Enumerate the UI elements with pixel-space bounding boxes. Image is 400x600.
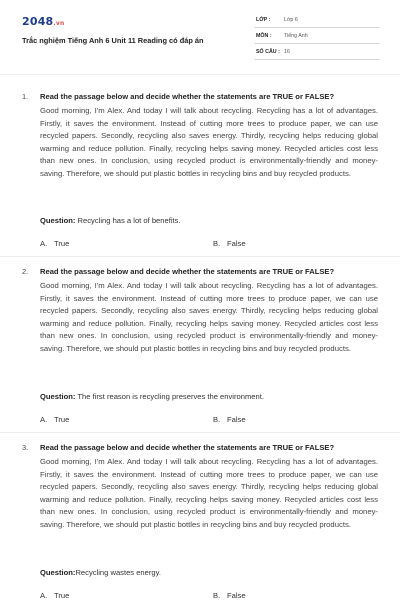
question-prompt: Read the passage below and decide whether the statements are TRUE or FALSE? <box>40 92 335 101</box>
meta-row-question-count <box>254 46 380 60</box>
question-statement <box>40 392 264 401</box>
question-statement <box>40 568 161 577</box>
option-letter: A. <box>40 591 48 600</box>
option-a[interactable] <box>40 415 69 424</box>
question-label: Question: <box>40 392 76 401</box>
sheet-header <box>0 0 400 74</box>
question-number: 2. <box>22 267 29 276</box>
question-text: Recycling wastes energy. <box>75 568 161 577</box>
question-text: Recycling has a lot of benefits. <box>75 216 181 225</box>
option-a[interactable] <box>40 591 69 600</box>
reading-passage: Good morning, I'm Alex. And today I will talk about recycling. Recycling has a lot of advantages. Firstly, it saves the environment. Instead of cutting more trees to produce paper, we can use recycled papers. Secondly, recycling also saves energy. Thirdly, recycling helps reducing global warming and reduce pollution. Finally, recycling helps saving money. Recycled articles cost less than new ones. In conclusion, using recycled product is environmentally-friendly and money-saving. Therefore, we should put plastic bottles in recycling bins and buy recycled products. <box>40 457 378 529</box>
meta-label: LỚP : <box>256 17 271 23</box>
option-a[interactable] <box>40 239 69 248</box>
option-b[interactable] <box>213 415 246 424</box>
option-letter: B. <box>213 415 221 424</box>
meta-value: 16 <box>284 49 290 55</box>
option-letter: A. <box>40 415 48 424</box>
option-text: True <box>54 415 70 424</box>
question-prompt: Read the passage below and decide whether the statements are TRUE or FALSE? <box>40 267 335 276</box>
option-text: False <box>227 591 246 600</box>
site-logo[interactable] <box>22 15 64 28</box>
header-divider <box>0 74 400 75</box>
meta-row-grade <box>254 14 380 28</box>
question-divider <box>0 432 400 433</box>
question-label: Question: <box>40 568 76 577</box>
reading-passage: Good morning, I'm Alex. And today I will talk about recycling. Recycling has a lot of advantages. Firstly, it saves the environment. Instead of cutting more trees to produce paper, we can use recycled papers. Secondly, recycling also saves energy. Thirdly, recycling helps reducing global warming and reduce pollution. Finally, recycling helps saving money. Recycled articles cost less than new ones. In conclusion, using recycled product is environmentally-friendly and money-saving. Therefore, we should put plastic bottles in recycling bins and buy recycled products. <box>40 106 378 178</box>
option-text: True <box>54 239 70 248</box>
question-label: Question: <box>40 216 76 225</box>
option-letter: B. <box>213 591 221 600</box>
question-text: The first reason is recycling preserves the environment. <box>75 392 264 401</box>
logo-suffix-text: .vn <box>53 20 65 27</box>
option-b[interactable] <box>213 239 246 248</box>
logo-main-text: 2048 <box>22 15 54 28</box>
question-statement <box>40 216 181 225</box>
question-divider <box>0 256 400 257</box>
reading-passage: Good morning, I'm Alex. And today I will talk about recycling. Recycling has a lot of advantages. Firstly, it saves the environment. Instead of cutting more trees to produce paper, we can use recycled papers. Secondly, recycling also saves energy. Thirdly, recycling helps reducing global warming and reduce pollution. Finally, recycling helps saving money. Recycled articles cost less than new ones. In conclusion, using recycled product is environmentally-friendly and money-saving. Therefore, we should put plastic bottles in recycling bins and buy recycled products. <box>40 281 378 353</box>
option-text: False <box>227 415 246 424</box>
question-prompt: Read the passage below and decide whether the statements are TRUE or FALSE? <box>40 443 335 452</box>
meta-value: Tiếng Anh <box>284 33 308 39</box>
question-number: 3. <box>22 443 29 452</box>
question-number: 1. <box>22 92 29 101</box>
document-title: Trắc nghiệm Tiếng Anh 6 Unit 11 Reading có đáp án <box>22 36 204 45</box>
meta-label: SỐ CÂU : <box>256 49 280 55</box>
meta-row-subject <box>254 30 380 44</box>
option-text: True <box>54 591 70 600</box>
option-text: False <box>227 239 246 248</box>
option-b[interactable] <box>213 591 246 600</box>
option-letter: B. <box>213 239 221 248</box>
meta-value: Lớp 6 <box>284 17 298 23</box>
option-letter: A. <box>40 239 48 248</box>
meta-label: MÔN : <box>256 33 272 39</box>
